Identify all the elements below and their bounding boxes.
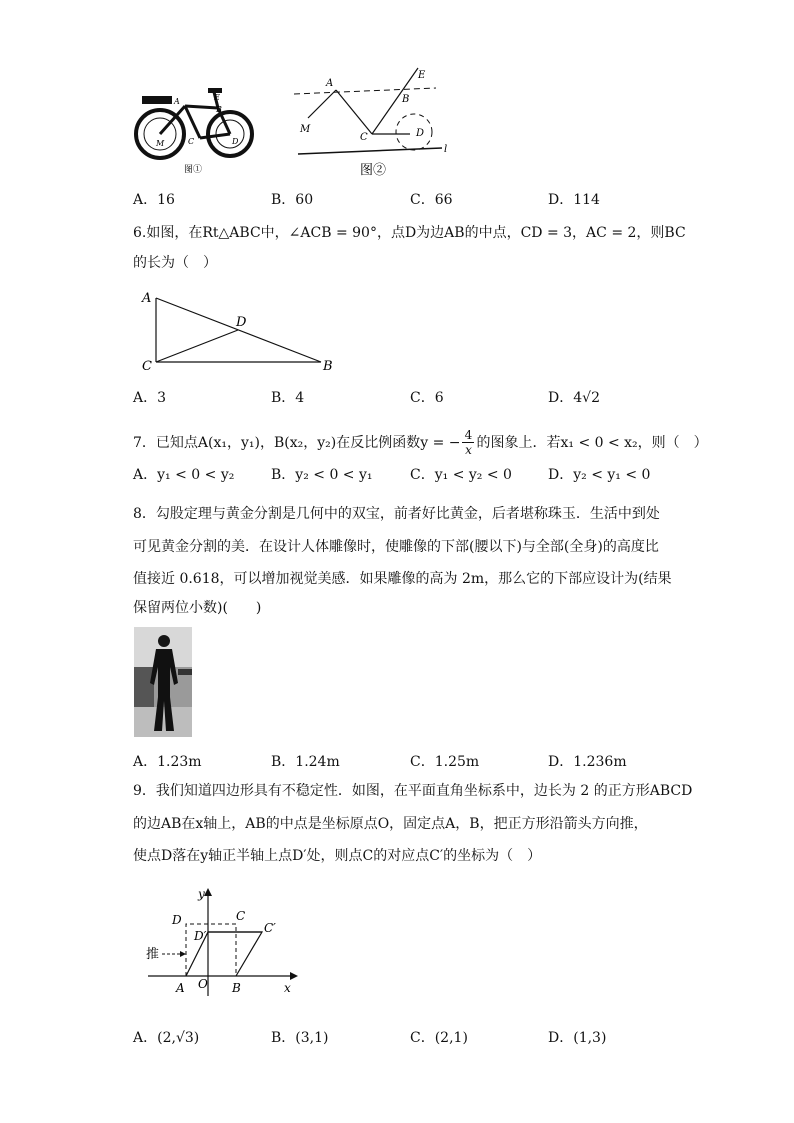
bike-label-a: A xyxy=(174,97,180,106)
bicycle-drawing xyxy=(130,78,260,178)
q9-axis-x: x xyxy=(284,981,291,995)
figure-2 xyxy=(290,66,460,182)
q8-option-c[interactable]: C．1.25m xyxy=(410,754,480,770)
q9-coordinate-drawing xyxy=(140,884,310,1000)
q8-option-b[interactable]: B．1.24m xyxy=(271,754,340,770)
bike-label-e: E xyxy=(214,93,220,102)
q9-label-b: B xyxy=(232,981,241,995)
q9-stem-line1: 9．我们知道四边形具有不稳定性．如图，在平面直角坐标系中，边长为 2 的正方形ABCD xyxy=(133,783,693,799)
q7-option-a[interactable]: A．y₁ < 0 < y₂ xyxy=(133,467,235,483)
q9-option-a[interactable]: A．(2,√3) xyxy=(133,1030,200,1046)
q9-option-b[interactable]: B．(3,1) xyxy=(271,1030,329,1046)
fig2-point-c: C xyxy=(360,132,368,143)
q9-push-label: 推 xyxy=(146,947,160,962)
q7-option-d[interactable]: D．y₂ < y₁ < 0 xyxy=(548,467,651,483)
q6-triangle-figure xyxy=(136,286,346,376)
q7-fraction-numerator: 4 xyxy=(464,427,473,442)
q8-stem-line2: 可见黄金分割的美．在设计人体雕像时，使雕像的下部(腰以下)与全部(全身)的高度比 xyxy=(133,539,659,555)
q8-stem-line3: 值接近 0.618，可以增加视觉美感．如果雕像的高为 2m，那么它的下部应设计为(结果 xyxy=(133,571,672,587)
q6-label-d: D xyxy=(236,315,247,330)
q8-stem-line4: 保留两位小数)( ) xyxy=(133,600,262,616)
fig2-line-l: l xyxy=(444,144,448,155)
figure-2-caption: 图② xyxy=(360,163,387,178)
q6-triangle-drawing xyxy=(136,286,346,376)
statue-photo-drawing xyxy=(134,627,192,737)
q7-option-c[interactable]: C．y₁ < y₂ < 0 xyxy=(410,467,512,483)
q7-fraction-denominator: x xyxy=(465,442,472,457)
statue-photo xyxy=(134,627,192,737)
q8-option-a[interactable]: A．1.23m xyxy=(133,754,202,770)
q6-option-b[interactable]: B．4 xyxy=(271,390,305,406)
q9-option-c[interactable]: C．(2,1) xyxy=(410,1030,468,1046)
q9-label-a: A xyxy=(176,981,185,995)
q7-stem-part2: 的图象上．若x₁ < 0 < x₂，则（ ） xyxy=(476,435,708,451)
q5-option-c[interactable]: C．66 xyxy=(410,192,453,208)
q7-stem-part1: 7．已知点A(x₁，y₁)，B(x₂，y₂)在反比例函数y = − xyxy=(133,435,461,451)
q9-label-o: O xyxy=(198,977,208,991)
q9-stem-line3: 使点D落在y轴正半轴上点D′处，则点C的对应点C′的坐标为（ ） xyxy=(133,848,542,864)
q9-stem-line2: 的边AB在x轴上，AB的中点是坐标原点O，固定点A，B，把正方形沿箭头方向推， xyxy=(133,816,648,832)
fig2-point-a: A xyxy=(326,78,334,89)
q8-option-d[interactable]: D．1.236m xyxy=(548,754,627,770)
fig2-point-d: D xyxy=(416,128,425,139)
q8-stem-line1: 8．勾股定理与黄金分割是几何中的双宝，前者好比黄金，后者堪称珠玉．生活中到处 xyxy=(133,506,660,522)
q9-label-c-prime: C′ xyxy=(264,921,276,935)
q6-label-c: C xyxy=(142,359,152,374)
q9-label-c: C xyxy=(236,909,246,923)
fig2-point-m: M xyxy=(300,124,311,135)
q5-option-d[interactable]: D．114 xyxy=(548,192,600,208)
q9-label-d: D xyxy=(172,913,182,927)
q9-option-d[interactable]: D．(1,3) xyxy=(548,1030,607,1046)
q6-label-b: B xyxy=(323,359,333,374)
q9-label-d-prime: D′ xyxy=(194,929,207,943)
bike-label-m: M xyxy=(156,139,165,148)
q9-axis-y: y xyxy=(198,887,205,901)
bike-label-b: B xyxy=(216,105,222,114)
fig2-point-e: E xyxy=(418,70,426,81)
figure-2-drawing xyxy=(290,66,460,182)
fig2-point-b: B xyxy=(402,94,410,105)
bicycle-figure xyxy=(130,78,260,178)
q7-stem xyxy=(133,422,708,462)
q6-option-c[interactable]: C．6 xyxy=(410,390,444,406)
q6-label-a: A xyxy=(142,291,152,306)
q6-option-d[interactable]: D．4√2 xyxy=(548,390,600,406)
q6-stem-line2: 的长为（ ） xyxy=(133,255,217,271)
q9-coordinate-figure xyxy=(140,884,310,1000)
q7-option-b[interactable]: B．y₂ < 0 < y₁ xyxy=(271,467,373,483)
bike-label-c: C xyxy=(188,137,195,146)
q6-option-a[interactable]: A．3 xyxy=(133,390,167,406)
q5-option-b[interactable]: B．60 xyxy=(271,192,314,208)
figure-1-caption: 图① xyxy=(184,165,203,175)
q7-fraction xyxy=(462,428,474,457)
q6-stem-line1: 6.如图，在Rt△ABC中，∠ACB = 90°，点D为边AB的中点，CD = 3，AC = 2，则BC xyxy=(133,225,686,241)
bike-label-d: D xyxy=(232,137,239,146)
q5-option-a[interactable]: A．16 xyxy=(133,192,175,208)
